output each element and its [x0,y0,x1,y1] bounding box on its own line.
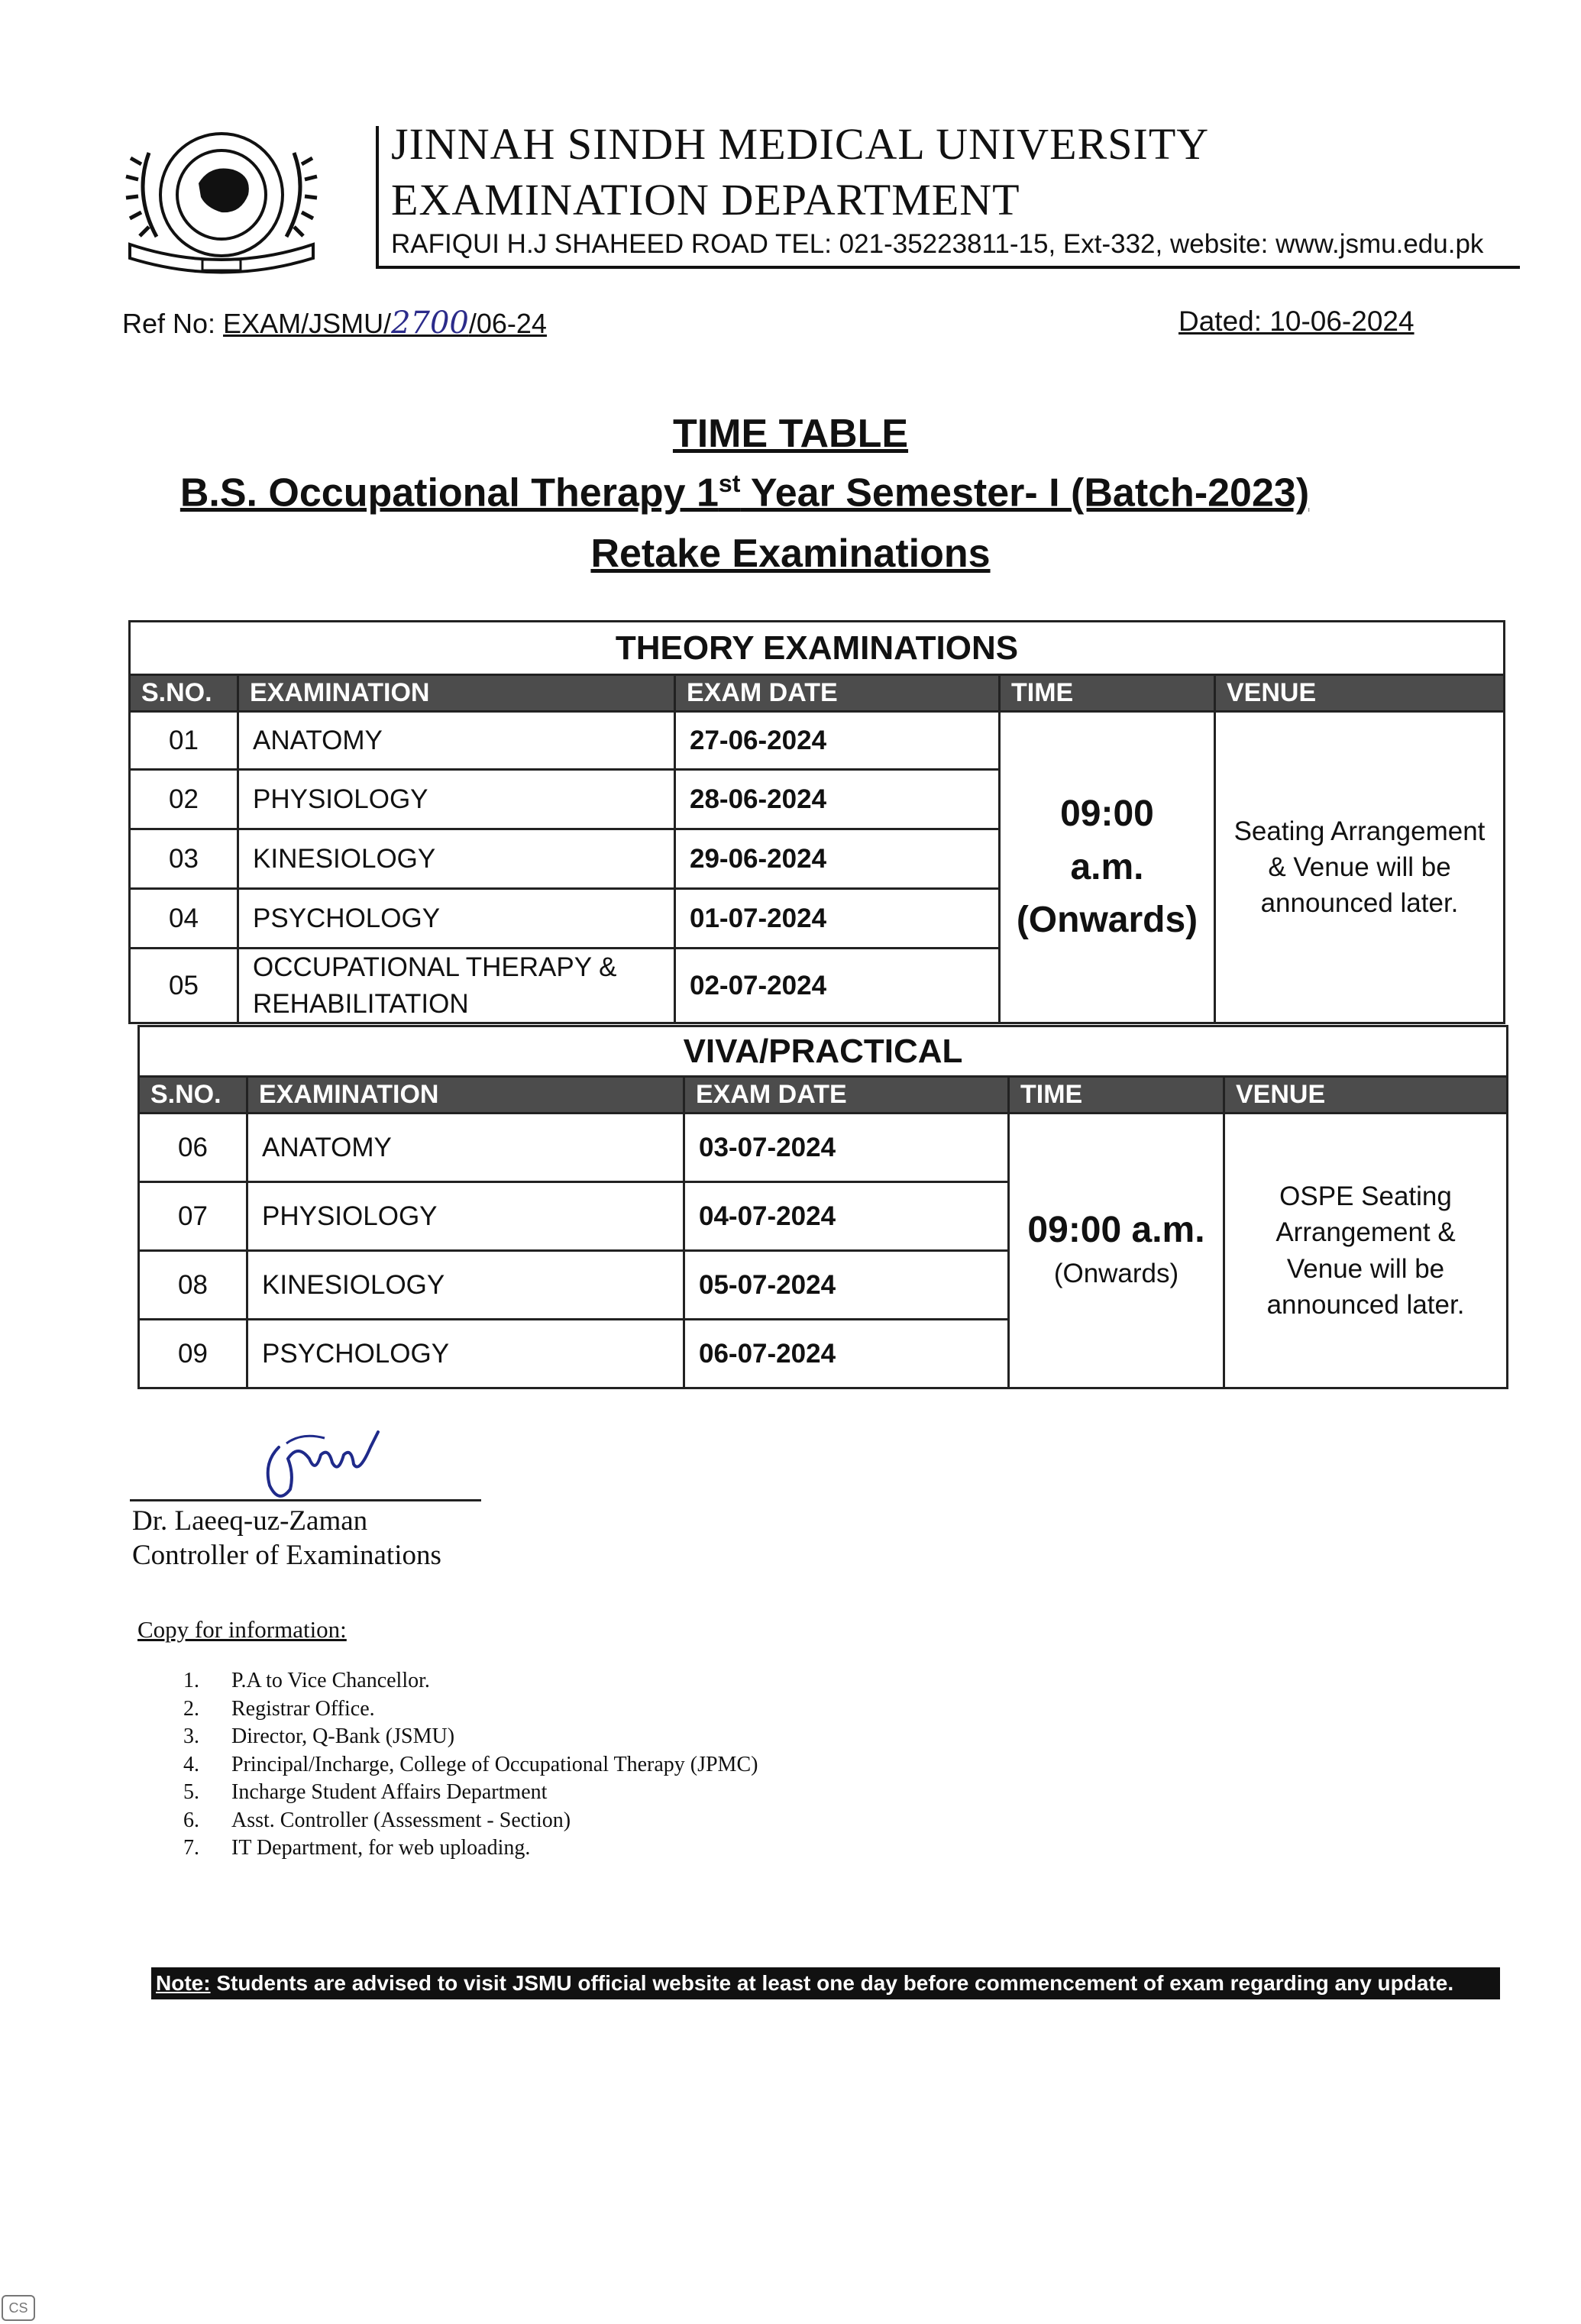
table-row [130,712,1505,770]
viva-time-2: (Onwards) [1053,1259,1179,1289]
date-line: Dated: 10-06-2024 [1178,305,1414,337]
viva-heading: VIVA/PRACTICAL [139,1026,1508,1077]
list-number: 1. [183,1669,199,1692]
row-sno: 04 [130,889,238,949]
ref-label: Ref No: [122,308,224,339]
list-item [183,1753,758,1781]
row-date: 03-07-2024 [684,1114,1009,1182]
program-title-pre: B.S. Occupational Therapy 1 [179,470,719,516]
col-date: EXAM DATE [675,675,1000,712]
program-title [0,470,1535,516]
scanner-mark-icon: CS [2,2295,35,2321]
copy-list [183,1669,758,1864]
department-name: EXAMINATION DEPARTMENT [391,175,1020,225]
exam-type-title: Retake Examinations [590,532,991,576]
row-date: 06-07-2024 [684,1320,1009,1388]
ref-handwritten: 2700 [391,305,469,341]
col-exam: EXAMINATION [238,675,675,712]
row-exam: PHYSIOLOGY [238,770,675,829]
row-date: 02-07-2024 [675,949,1000,1023]
col-time: TIME [1000,675,1215,712]
list-item [183,1697,758,1725]
row-sno: 05 [130,949,238,1023]
theory-time-3: (Onwards) [1016,900,1198,941]
row-exam: ANATOMY [238,712,675,770]
col-exam: EXAMINATION [247,1077,684,1114]
row-exam: KINESIOLOGY [238,829,675,889]
list-number: 3. [183,1724,199,1748]
table-row [139,1114,1508,1182]
list-item [183,1724,758,1753]
list-item [183,1808,758,1837]
list-number: 4. [183,1752,199,1776]
list-text: IT Department, for web uploading. [231,1836,531,1860]
theory-table [128,620,1505,1024]
theory-time-2: a.m. [1070,846,1144,887]
note-banner [151,1967,1500,1999]
signer-title: Controller of Examinations [132,1540,441,1571]
reference-number [122,305,547,341]
note-text: Students are advised to visit JSMU official website at least one day before commencement of exam regarding any update. [210,1971,1454,1995]
row-date: 01-07-2024 [675,889,1000,949]
col-date: EXAM DATE [684,1077,1009,1114]
list-item [183,1780,758,1808]
list-text: Registrar Office. [231,1696,375,1721]
list-number: 5. [183,1780,199,1804]
row-exam: PSYCHOLOGY [247,1320,684,1388]
list-text: Incharge Student Affairs Department [231,1780,548,1804]
program-title-sup: st [718,470,741,497]
copy-heading: Copy for information: [137,1616,347,1643]
theory-venue: Seating Arrangement & Venue will be announced later. [1215,712,1505,1023]
viva-time [1009,1114,1224,1388]
row-date: 27-06-2024 [675,712,1000,770]
row-exam: OCCUPATIONAL THERAPY & REHABILITATION [238,949,675,1023]
row-exam: PSYCHOLOGY [238,889,675,949]
list-text: Director, Q-Bank (JSMU) [231,1724,455,1748]
row-sno: 01 [130,712,238,770]
header-rule [376,266,1520,269]
note-label: Note: [156,1971,211,1995]
signer-name: Dr. Laeeq-uz-Zaman [132,1505,368,1537]
list-text: Principal/Incharge, College of Occupational Therapy (JPMC) [231,1752,758,1776]
theory-time-1: 09:00 [1060,794,1154,835]
ref-suffix: /06-24 [468,308,547,339]
viva-table [137,1025,1508,1389]
viva-time-1: 09:00 a.m. [1027,1210,1205,1251]
row-exam: ANATOMY [247,1114,684,1182]
row-sno: 07 [139,1182,247,1251]
col-sno: S.NO. [130,675,238,712]
list-number: 2. [183,1696,199,1721]
address-line: RAFIQUI H.J SHAHEED ROAD TEL: 021-35223811-15, Ext-332, website: www.jsmu.edu.pk [391,229,1484,259]
col-time: TIME [1009,1077,1224,1114]
list-number: 7. [183,1836,199,1860]
university-seal-icon [118,122,325,286]
col-sno: S.NO. [139,1077,247,1114]
signature-line [130,1499,481,1501]
list-item [183,1836,758,1864]
row-date: 28-06-2024 [675,770,1000,829]
program-title-post: Year Semester- I (Batch-2023) [740,470,1310,516]
row-exam: KINESIOLOGY [247,1251,684,1320]
row-date: 04-07-2024 [684,1182,1009,1251]
theory-heading: THEORY EXAMINATIONS [130,622,1505,675]
list-item [183,1669,758,1697]
university-name: JINNAH SINDH MEDICAL UNIVERSITY [391,119,1210,169]
row-exam: PHYSIOLOGY [247,1182,684,1251]
row-date: 29-06-2024 [675,829,1000,889]
row-date: 05-07-2024 [684,1251,1009,1320]
header-divider [376,126,379,267]
viva-venue: OSPE Seating Arrangement & Venue will be announced later. [1224,1114,1508,1388]
row-sno: 06 [139,1114,247,1182]
row-sno: 08 [139,1251,247,1320]
col-venue: VENUE [1215,675,1505,712]
row-sno: 03 [130,829,238,889]
col-venue: VENUE [1224,1077,1508,1114]
ref-value [223,305,547,341]
row-sno: 02 [130,770,238,829]
theory-time [1000,712,1215,1023]
ref-prefix: EXAM/JSMU/ [223,308,392,339]
row-sno: 09 [139,1320,247,1388]
page-title: TIME TABLE [672,412,909,456]
list-text: Asst. Controller (Assessment - Section) [231,1808,571,1832]
list-text: P.A to Vice Chancellor. [231,1669,430,1692]
list-number: 6. [183,1808,199,1832]
